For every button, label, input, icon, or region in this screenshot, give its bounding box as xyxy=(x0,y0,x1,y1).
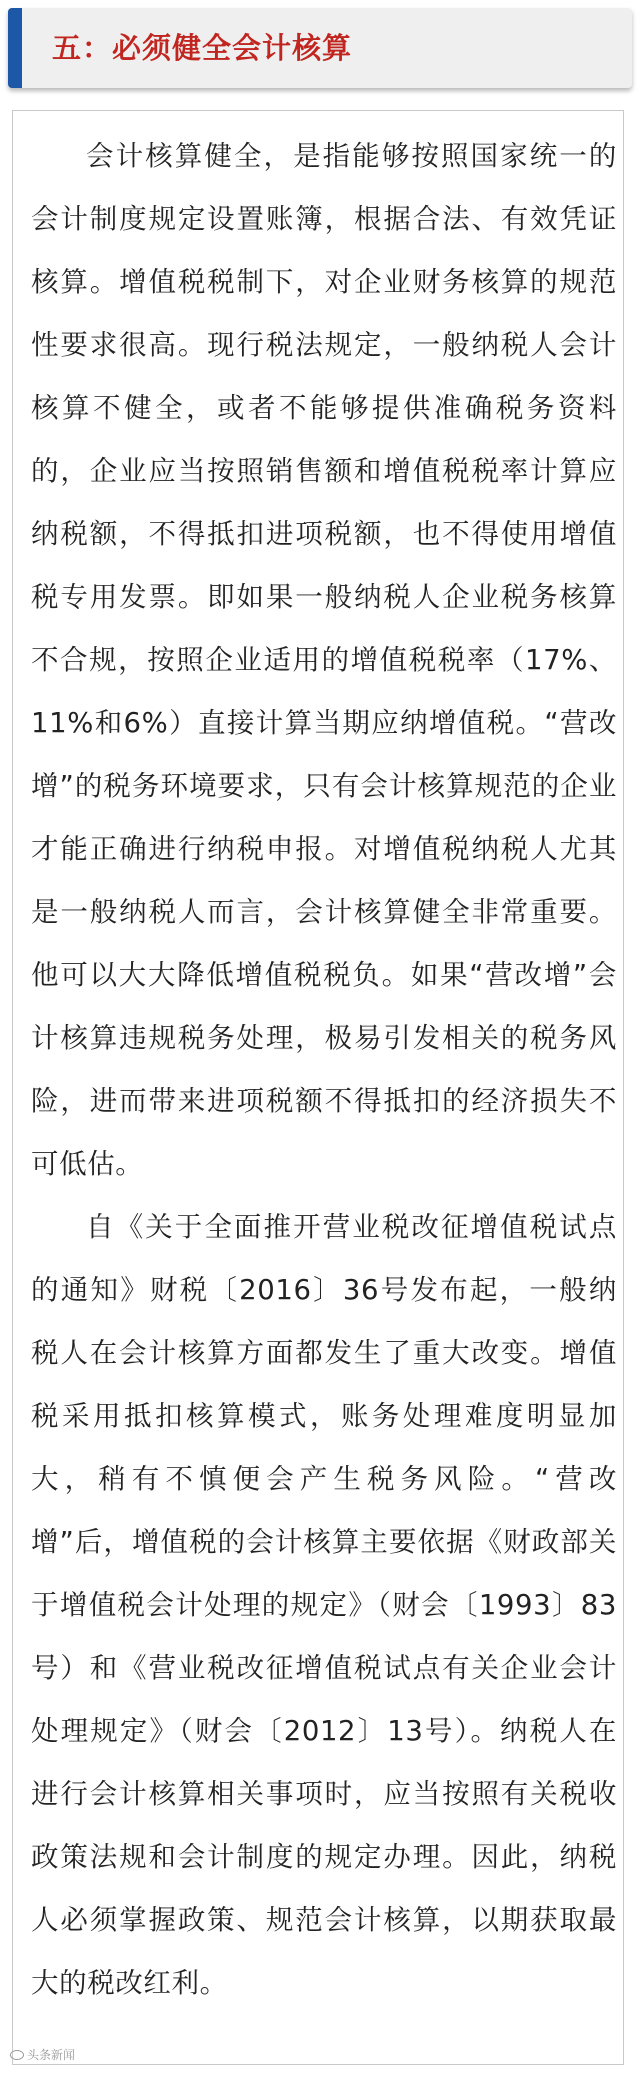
article-body xyxy=(12,110,624,2065)
section-header xyxy=(8,8,632,88)
watermark xyxy=(10,2046,75,2063)
watermark-text: 头条新闻 xyxy=(27,2048,76,2062)
weibo-icon xyxy=(10,2050,24,2060)
paragraph-2: 自《关于全面推开营业税改征增值税试点的通知》财税〔2016〕36号发布起，一般纳税人在会计核算方面都发生了重大改变。增值税采用抵扣核算模式，账务处理难度明显加大，稍有不慎便会产生税务风险。“营改增”后，增值税的会计核算主要依据《财政部关于增值税会计处理的规定》（财会〔1993〕83号）和《营业税改征增值税试点有关企业会计处理规定》（财会〔2012〕13号）。纳税人在进行会计核算相关事项时，应当按照有关税收政策法规和会计制度的规定办理。因此，纳税人必须掌握政策、规范会计核算，以期获取最大的税改红利。 xyxy=(31,1211,617,1999)
section-title: 五：必须健全会计核算 xyxy=(52,31,353,65)
accent-bar xyxy=(8,8,22,88)
paragraph-1: 会计核算健全，是指能够按照国家统一的会计制度规定设置账簿，根据合法、有效凭证核算。增值税税制下，对企业财务核算的规范性要求很高。现行税法规定，一般纳税人会计核算不健全，或者不能够提供准确税务资料的，企业应当按照销售额和增值税税率计算应纳税额，不得抵扣进项税额，也不得使用增值税专用发票。即如果一般纳税人企业税务核算不合规，按照企业适用的增值税税率（17%、11%和6%）直接计算当期应纳增值税。“营改增”的税务环境要求，只有会计核算规范的企业才能正确进行纳税申报。对增值税纳税人尤其是一般纳税人而言，会计核算健全非常重要。他可以大大降低增值税税负。如果“营改增”会计核算违规税务处理，极易引发相关的税务风险，进而带来进项税额不得抵扣的经济损失不可低估。 xyxy=(31,140,617,1180)
